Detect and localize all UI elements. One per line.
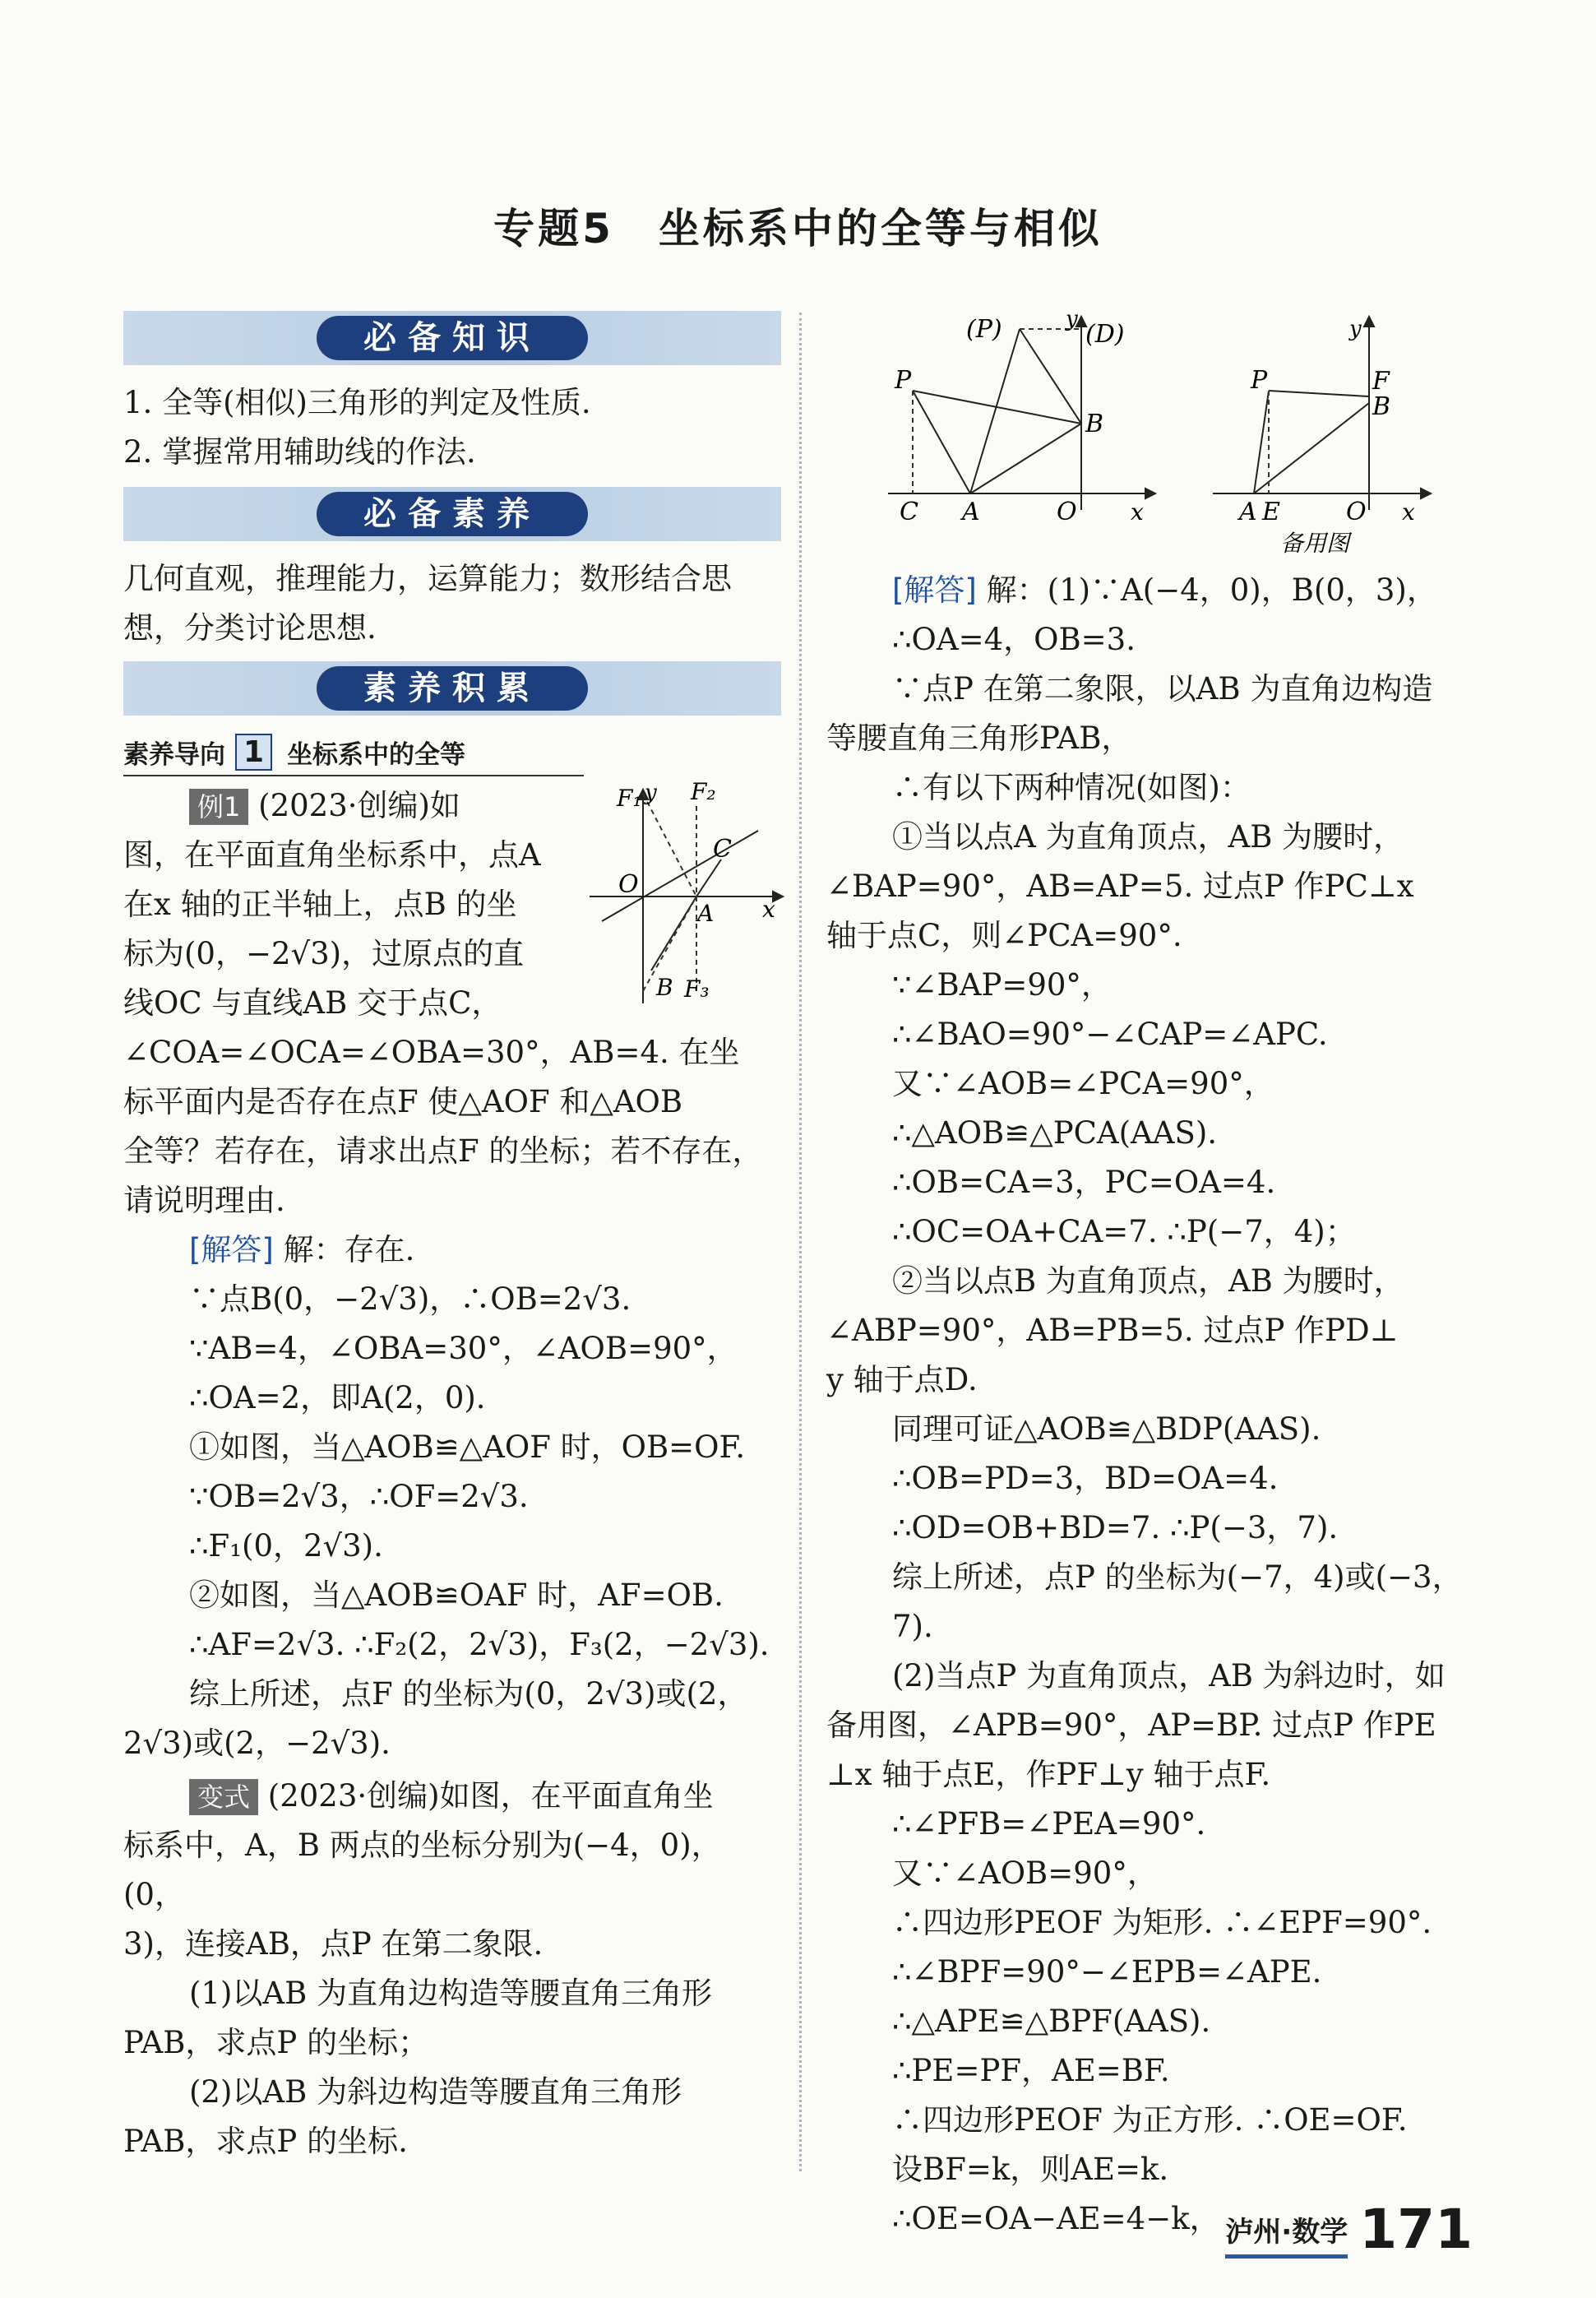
solution-line: 设BF=k，则AE=k. xyxy=(892,2152,1169,2187)
solution-line: ∴OB=PD=3，BD=OA=4. xyxy=(892,1461,1279,1496)
variant-line: 标系中，A，B 两点的坐标分别为(−4，0)，(0， xyxy=(123,1828,722,1912)
solution-line: ∴OE=OA−AE=4−k， xyxy=(892,2201,1220,2236)
knowledge-item: 2. 掌握常用辅助线的作法. xyxy=(123,434,476,470)
variant-figure-1 xyxy=(880,304,1163,535)
lesson-heading xyxy=(123,729,584,776)
knowledge-item: 1. 全等(相似)三角形的判定及性质. xyxy=(123,385,591,420)
solution-line: ∴四边形PEOF 为正方形. ∴OE=OF. xyxy=(892,2102,1408,2138)
label-A: A xyxy=(697,900,715,927)
solution-line: ①如图，当△AOB≌△AOF 时，OB=OF. xyxy=(189,1429,746,1465)
label-P: P xyxy=(895,366,912,395)
solution-line: 备用图，∠APB=90°，AP=BP. 过点P 作PE xyxy=(826,1707,1436,1743)
solution-line: y 轴于点D. xyxy=(826,1362,978,1397)
example-intro xyxy=(123,781,584,1028)
label-D-paren: (D) xyxy=(1085,320,1125,349)
solution-line: ∴△AOB≌△PCA(AAS). xyxy=(892,1115,1218,1151)
label-P-paren: (P) xyxy=(966,315,1002,344)
variant-line: (2)以AB 为斜边构造等腰直角三角形 xyxy=(189,2074,682,2110)
label-x: x xyxy=(1131,498,1144,526)
solution-line: ∴∠BAO=90°−∠CAP=∠APC. xyxy=(892,1017,1328,1052)
label-F: F xyxy=(1372,367,1390,396)
banner-knowledge xyxy=(123,311,781,365)
solution-line: ∵点B(0，−2√3)，∴OB=2√3. xyxy=(189,1281,631,1317)
column-divider xyxy=(799,313,802,2171)
example-line: 在x 轴的正半轴上，点B 的坐 xyxy=(123,887,517,922)
solution-line: ∴有以下两种情况(如图)： xyxy=(892,770,1251,805)
label-F2: F₂ xyxy=(691,781,716,805)
solution-line: ∴F₁(0，2√3). xyxy=(189,1528,383,1564)
banner-label: 素养积累 xyxy=(317,666,588,711)
solution-line: ∴∠BPF=90°−∠EPB=∠APE. xyxy=(892,1954,1322,1990)
page-title: 专题5 坐标系中的全等与相似 xyxy=(493,205,1103,253)
solution-line: 等腰直角三角形PAB， xyxy=(826,720,1132,756)
solution-line: 轴于点C，则∠PCA=90°. xyxy=(826,918,1182,953)
solution-line: 同理可证△AOB≌△BDP(AAS). xyxy=(892,1411,1321,1447)
right-column xyxy=(826,566,1492,2244)
variant-figure-2 xyxy=(1205,304,1439,559)
page-footer xyxy=(1225,2198,1473,2261)
label-F1: F₁ xyxy=(617,785,642,812)
label-O: O xyxy=(618,870,639,899)
answer-tag: [解答] xyxy=(892,572,977,608)
banner-label: 必备知识 xyxy=(317,316,588,360)
solution-line: ∴OA=4，OB=3. xyxy=(892,622,1136,657)
label-A: A xyxy=(1239,498,1257,526)
banner-label: 必备素养 xyxy=(317,492,588,536)
variant-line: (2023·创编)如图，在平面直角坐 xyxy=(267,1778,714,1814)
label-A: A xyxy=(962,498,980,526)
solution-line: ∴PE=PF，AE=BF. xyxy=(892,2053,1170,2088)
example-line: 标为(0，−2√3)，过原点的直 xyxy=(123,936,525,971)
solution-line: ∠ABP=90°，AB=PB=5. 过点P 作PD⊥ xyxy=(826,1313,1399,1348)
solution-line: ∴△APE≌△BPF(AAS). xyxy=(892,2004,1211,2039)
lesson-prefix: 素养导向 xyxy=(123,739,225,770)
page-number: 171 xyxy=(1359,2198,1473,2261)
solution-line: 2√3)或(2，−2√3). xyxy=(123,1726,391,1761)
solution-line: ∴OC=OA+CA=7. ∴P(−7，4)； xyxy=(892,1214,1356,1249)
example-line: 线OC 与直线AB 交于点C， xyxy=(123,985,502,1021)
example-line: 全等？若存在，请求出点F 的坐标；若不存在， xyxy=(123,1133,763,1169)
label-x: x xyxy=(762,896,775,923)
lesson-title: 坐标系中的全等 xyxy=(287,739,466,770)
example-line: (2023·创编)如 xyxy=(258,788,460,823)
example-line: 请说明理由. xyxy=(123,1183,285,1218)
example-tag: 例1 xyxy=(189,789,248,825)
solution-line: ⊥x 轴于点E，作PF⊥y 轴于点F. xyxy=(826,1757,1271,1792)
label-C: C xyxy=(713,835,732,864)
variant-line: PAB，求点P 的坐标； xyxy=(123,2025,429,2060)
label-B: B xyxy=(1372,392,1391,421)
example-line: 图，在平面直角坐标系中，点A xyxy=(123,837,541,873)
label-y: y xyxy=(645,781,657,805)
solution-line: ②如图，当△AOB≌OAF 时，AF=OB. xyxy=(189,1578,724,1613)
label-x: x xyxy=(1402,498,1415,526)
variant-line: (1)以AB 为直角边构造等腰直角三角形 xyxy=(189,1976,713,2011)
solution-line: (2)当点P 为直角顶点，AB 为斜边时，如 xyxy=(892,1658,1446,1693)
solution-line: ∴OD=OB+BD=7. ∴P(−3，7). xyxy=(892,1510,1339,1545)
figure-caption: 备用图 xyxy=(1280,530,1350,557)
variant-line: 3)，连接AB，点P 在第二象限. xyxy=(123,1926,544,1962)
example-line: 标平面内是否存在点F 使△AOF 和△AOB xyxy=(123,1084,683,1119)
left-column xyxy=(123,311,781,2166)
label-y: y xyxy=(1066,307,1078,331)
example-line: ∠COA=∠OCA=∠OBA=30°，AB=4. 在坐 xyxy=(123,1035,740,1070)
variant-line: PAB，求点P 的坐标. xyxy=(123,2124,408,2159)
solution-line: 解：存在. xyxy=(283,1232,415,1267)
label-O: O xyxy=(1346,498,1367,526)
label-C: C xyxy=(900,498,918,526)
label-E: E xyxy=(1262,498,1280,526)
label-F3: F₃ xyxy=(684,975,710,1003)
label-O: O xyxy=(1057,498,1077,526)
footer-section: 泸州·数学 xyxy=(1225,2209,1348,2259)
banner-accumulate xyxy=(123,661,781,716)
solution-line: 综上所述，点F 的坐标为(0，2√3)或(2， xyxy=(189,1676,748,1712)
solution-line: ∴四边形PEOF 为矩形. ∴∠EPF=90°. xyxy=(892,1905,1432,1940)
solution-line: ∴OB=CA=3，PC=OA=4. xyxy=(892,1165,1276,1200)
solution-line: ②当以点B 为直角顶点，AB 为腰时， xyxy=(892,1263,1404,1299)
solution-line: ∵∠BAP=90°， xyxy=(892,967,1112,1003)
lesson-number: 1 xyxy=(235,734,272,771)
literacy-text: 几何直观，推理能力，运算能力；数形结合思想，分类讨论思想. xyxy=(123,561,732,646)
answer-tag: [解答] xyxy=(189,1232,274,1267)
solution-line: ∠BAP=90°，AB=AP=5. 过点P 作PC⊥x xyxy=(826,869,1414,904)
label-B: B xyxy=(656,974,673,1001)
solution-line: ∴OA=2，即A(2，0). xyxy=(189,1380,486,1415)
label-B: B xyxy=(1085,410,1104,438)
label-P: P xyxy=(1251,366,1268,395)
solution-line: 解：(1)∵A(−4，0)，B(0，3)， xyxy=(986,572,1437,608)
label-y: y xyxy=(1349,317,1362,341)
solution-line: ∵OB=2√3，∴OF=2√3. xyxy=(189,1479,529,1514)
example-figure xyxy=(585,781,791,1012)
solution-line: 又∵∠AOB=∠PCA=90°， xyxy=(892,1066,1274,1101)
variant-tag: 变式 xyxy=(189,1779,258,1815)
banner-literacy xyxy=(123,487,781,541)
solution-line: ①当以点A 为直角顶点，AB 为腰时， xyxy=(892,819,1404,855)
solution-line: ∴∠PFB=∠PEA=90°. xyxy=(892,1806,1206,1842)
solution-line: ∵点P 在第二象限，以AB 为直角边构造 xyxy=(892,671,1433,707)
solution-line: 又∵∠AOB=90°， xyxy=(892,1856,1158,1891)
solution-line: 综上所述，点P 的坐标为(−7，4)或(−3，7). xyxy=(892,1559,1463,1644)
solution-line: ∵AB=4，∠OBA=30°，∠AOB=90°， xyxy=(189,1331,738,1366)
solution-line: ∴AF=2√3. ∴F₂(2，2√3)，F₃(2，−2√3). xyxy=(189,1627,770,1662)
